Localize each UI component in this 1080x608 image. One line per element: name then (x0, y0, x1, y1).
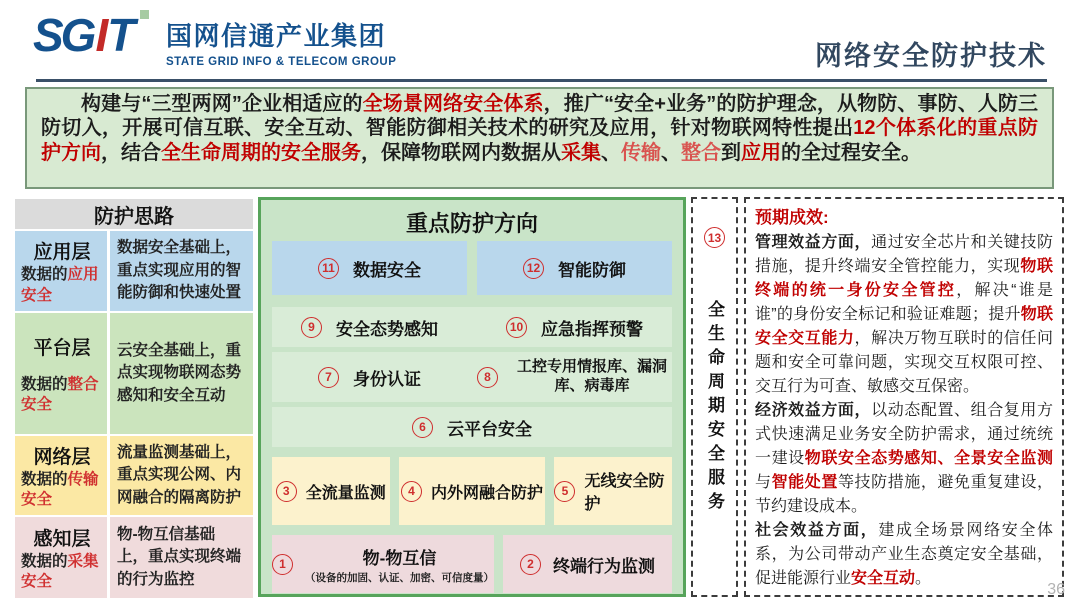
data-highlight: 采集安全 (21, 553, 99, 591)
circled-number-12: 12 (523, 258, 544, 279)
layer-row-platform (15, 313, 253, 434)
protection-item-8 (477, 352, 672, 402)
data-highlight: 传输安全 (21, 470, 99, 508)
item-label: 智能防御 (558, 260, 626, 280)
protection-row-9-10 (272, 307, 672, 347)
management-benefit-paragraph: 管理效益方面，通过安全芯片和关键技防措施，提升终端安全管控能力，实现物联终端的统一身份安全管控，解决“谁是谁”的身份安全标记和验证难题；提升物联安全交互能力，解决万物互联时的信任问题和安全可靠问题，实现交互权限可控、交互行为可查、敏感交互保密。 (755, 233, 1053, 395)
page-title: 网络安全防护技术 (815, 41, 1047, 71)
circled-number-1: 1 (272, 554, 293, 575)
item-label: 云平台安全 (447, 419, 532, 439)
item-label: 应急指挥预警 (541, 319, 643, 339)
item-label: 身份认证 (353, 369, 421, 389)
protection-row-3-4-5 (272, 457, 672, 525)
company-name-cn: 国网信通产业集团 (166, 21, 387, 51)
layer-desc: 数据安全基础上，重点实现应用的智能防御和快速处置 (110, 231, 253, 311)
intro-paragraph: 构建与“三型两网”企业相适应的全场景网络安全体系，推广“安全+业务”的防护理念，从物防、事防、人防三防切入，开展可信互联、安全互动、智能防御相关技术的研究及应用，针对物联网特性提出12个体系化的重点防护方向，结合全生命周期的安全服务，保障物联网内数据从采集、传输、整合到应用的全过程安全。 (41, 93, 1039, 164)
social-benefit-paragraph: 社会效益方面，建成全场景网络安全体系，为公司带动产业生态奠定安全基础，促进能源行业安全互动。 (755, 521, 1053, 587)
layer-name: 感知层 (33, 528, 91, 550)
data-prefix: 数据的 (21, 470, 68, 488)
protection-item-3 (272, 457, 390, 525)
protection-item-6 (272, 407, 672, 447)
data-highlight: 整合安全 (21, 375, 99, 413)
layer-data-text (21, 470, 103, 510)
logo-t: T (107, 9, 133, 61)
circled-number-2: 2 (520, 554, 541, 575)
layer-row-perception (15, 517, 253, 598)
layer-label-cell (15, 231, 107, 311)
layer-name: 平台层 (33, 337, 91, 359)
protection-item-9 (272, 307, 467, 347)
protection-row-7-8 (272, 352, 672, 402)
center-panel-title: 重点防护方向 (405, 211, 538, 236)
circled-number-3: 3 (276, 481, 297, 502)
protection-item-7 (272, 352, 467, 402)
left-panel-title: 防护思路 (15, 199, 253, 229)
circled-number-8: 8 (477, 367, 498, 388)
layer-data-text (21, 375, 103, 415)
data-prefix: 数据的 (21, 266, 68, 284)
intro-box (25, 87, 1054, 189)
page-number: 36 (1047, 581, 1065, 598)
sgit-logo (33, 9, 133, 61)
protection-row-1-2 (272, 535, 672, 593)
layer-name: 应用层 (33, 242, 91, 264)
company-name-block (166, 16, 396, 68)
data-prefix: 数据的 (21, 553, 68, 571)
expected-results-panel (744, 197, 1064, 597)
protection-item-5 (554, 457, 672, 525)
item-label-stack (305, 544, 494, 585)
circled-number-13: 13 (704, 227, 725, 248)
circled-number-6: 6 (412, 417, 433, 438)
circled-number-11: 11 (318, 258, 339, 279)
key-protection-panel (258, 197, 686, 597)
logo-green-square-icon (140, 10, 149, 19)
layer-label-cell (15, 517, 107, 598)
protection-item-11 (272, 241, 467, 295)
circled-number-4: 4 (401, 481, 422, 502)
item-label: 物-物互信 (362, 548, 437, 568)
circled-number-9: 9 (301, 317, 322, 338)
circled-number-10: 10 (506, 317, 527, 338)
company-name-en: STATE GRID INFO & TELECOM GROUP (166, 56, 397, 68)
circled-number-7: 7 (318, 367, 339, 388)
data-prefix: 数据的 (21, 375, 68, 393)
layer-label-cell (15, 436, 107, 515)
layer-desc: 流量监测基础上，重点实现公网、内网融合的隔离防护 (110, 436, 253, 515)
layer-desc: 物-物互信基础上，重点实现终端的行为监控 (110, 517, 253, 598)
logo-sg: SG (33, 9, 94, 61)
item-label: 全流量监测 (305, 484, 386, 502)
circled-number-5: 5 (554, 481, 575, 502)
layer-name: 网络层 (33, 446, 91, 468)
protection-item-12 (477, 241, 672, 295)
layer-row-application (15, 231, 253, 311)
protection-item-1 (272, 535, 494, 593)
lifecycle-service-strip (691, 197, 738, 597)
item-label: 内外网融合防护 (430, 484, 543, 502)
layer-data-text (21, 552, 103, 592)
layer-row-network (15, 436, 253, 515)
layer-desc: 云安全基础上，重点实现物联网态势感知和安全互动 (110, 313, 253, 434)
item-label: 无线安全防护 (584, 473, 665, 513)
logo-i: I (95, 9, 106, 61)
protection-item-4 (399, 457, 546, 525)
protection-row-11-12 (272, 241, 672, 295)
item-label: 终端行为监测 (553, 556, 655, 576)
header-divider (36, 79, 1047, 82)
item-label: 安全态势感知 (336, 319, 438, 339)
protection-item-2 (503, 535, 672, 593)
economic-benefit-paragraph: 经济效益方面，以动态配置、组合复用方式快速满足业务安全防护需求，通过统统一建设物联安全态势感知、全景安全监测与智能处置等技防措施，避免重复建设，节约建设成本。 (755, 401, 1053, 515)
protection-thinking-panel (15, 199, 253, 600)
layer-data-text (21, 265, 103, 305)
layer-label-cell (15, 313, 107, 434)
item-label: 工控专用情报库、漏洞库、病毒库 (516, 358, 667, 394)
data-highlight: 应用安全 (21, 266, 99, 304)
protection-item-10 (477, 307, 672, 347)
lifecycle-service-label: 全生命周期安全服务 (705, 300, 724, 516)
item-label: 数据安全 (353, 260, 421, 280)
expected-results-title: 预期成效: (755, 208, 829, 227)
item-sublabel: （设备的加固、认证、加密、可信度量） (305, 571, 494, 584)
